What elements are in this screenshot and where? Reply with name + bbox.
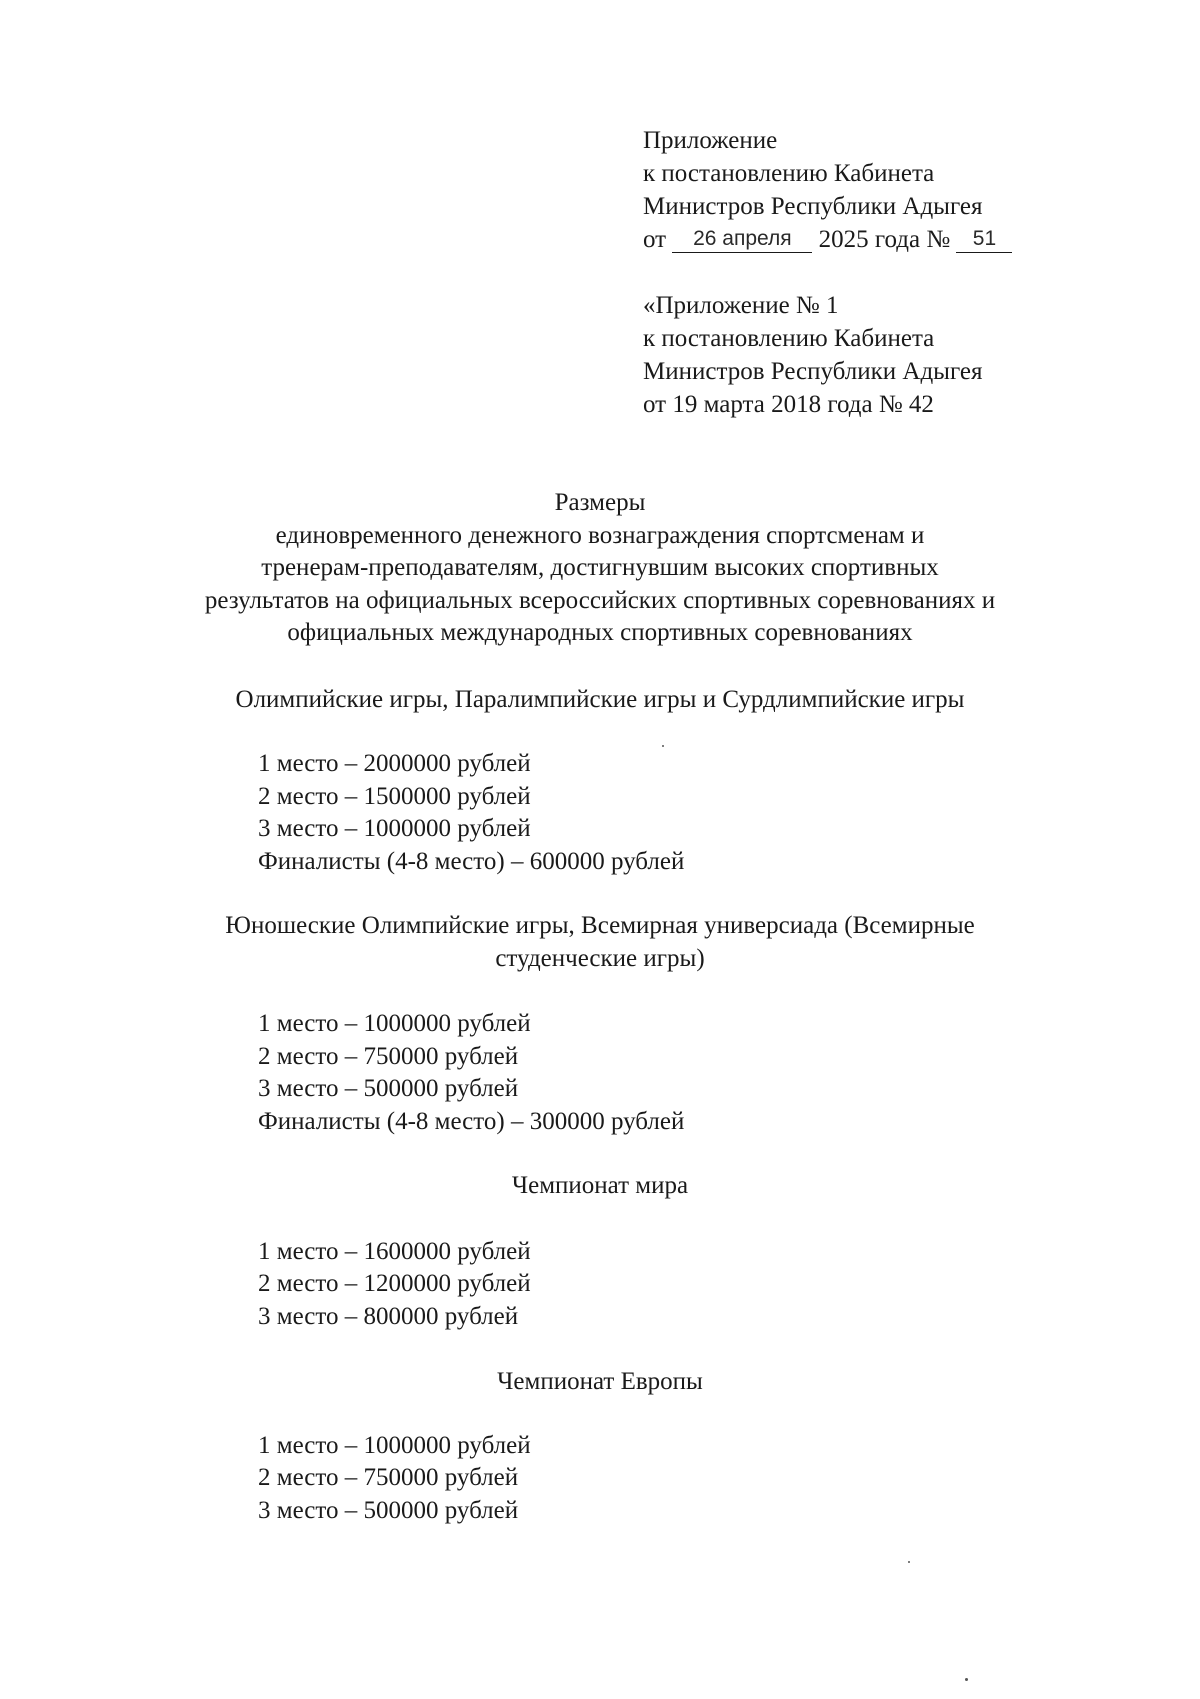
title-line-3: тренерам-преподавателям, достигнувшим высоких спортивных	[261, 554, 939, 581]
title-line-2: единовременного денежного вознаграждения спортсменам и	[275, 522, 925, 549]
prize-item: 2 место – 750000 рублей	[258, 1043, 519, 1070]
prize-item: Финалисты (4-8 место) – 600000 рублей	[258, 848, 685, 875]
date-value: 26 апреля	[693, 227, 792, 250]
scan-speck	[965, 1678, 968, 1681]
prize-item: Финалисты (4-8 место) – 300000 рублей	[258, 1108, 685, 1135]
number-field	[956, 225, 1012, 253]
original-header-line-2: к постановлению Кабинета	[643, 325, 935, 352]
section-heading: Олимпийские игры, Паралимпийские игры и Сурдлимпийские игры	[235, 686, 965, 713]
section-heading: Юношеские Олимпийские игры, Всемирная универсиада (Всемирные	[225, 912, 975, 939]
prize-item: 3 место – 1000000 рублей	[258, 815, 531, 842]
prize-item: 2 место – 1200000 рублей	[258, 1270, 531, 1297]
original-header-line-4: от 19 марта 2018 года № 42	[643, 391, 934, 418]
title-line-5: официальных международных спортивных соревнованиях	[287, 619, 913, 646]
section-heading: Чемпионат Европы	[497, 1368, 703, 1395]
prize-item: 2 место – 750000 рублей	[258, 1464, 519, 1491]
scan-speck	[908, 1561, 910, 1563]
original-header-line-1: «Приложение № 1	[643, 292, 839, 319]
header-date-line	[643, 224, 1012, 256]
section-heading-continued: студенческие игры)	[495, 945, 705, 972]
date-prefix: от	[643, 226, 667, 253]
title-line-4: результатов на официальных всероссийских спортивных соревнованиях и	[204, 587, 996, 614]
scan-speck	[662, 745, 664, 747]
prize-item: 3 место – 500000 рублей	[258, 1075, 519, 1102]
original-header-line-3: Министров Республики Адыгея	[643, 358, 983, 385]
prize-item: 1 место – 2000000 рублей	[258, 750, 531, 777]
prize-item: 1 место – 1600000 рублей	[258, 1238, 531, 1265]
header-line-2: к постановлению Кабинета	[643, 160, 935, 187]
prize-item: 3 место – 800000 рублей	[258, 1303, 519, 1330]
date-field	[672, 225, 812, 253]
year-text: 2025 года №	[818, 226, 951, 253]
section-heading: Чемпионат мира	[511, 1172, 689, 1199]
prize-item: 3 место – 500000 рублей	[258, 1497, 519, 1524]
header-line-3: Министров Республики Адыгея	[643, 193, 983, 220]
title-line-1: Размеры	[554, 489, 646, 516]
header-line-1: Приложение	[643, 127, 778, 154]
number-value: 51	[972, 227, 997, 250]
prize-item: 1 место – 1000000 рублей	[258, 1432, 531, 1459]
prize-item: 2 место – 1500000 рублей	[258, 783, 531, 810]
prize-item: 1 место – 1000000 рублей	[258, 1010, 531, 1037]
